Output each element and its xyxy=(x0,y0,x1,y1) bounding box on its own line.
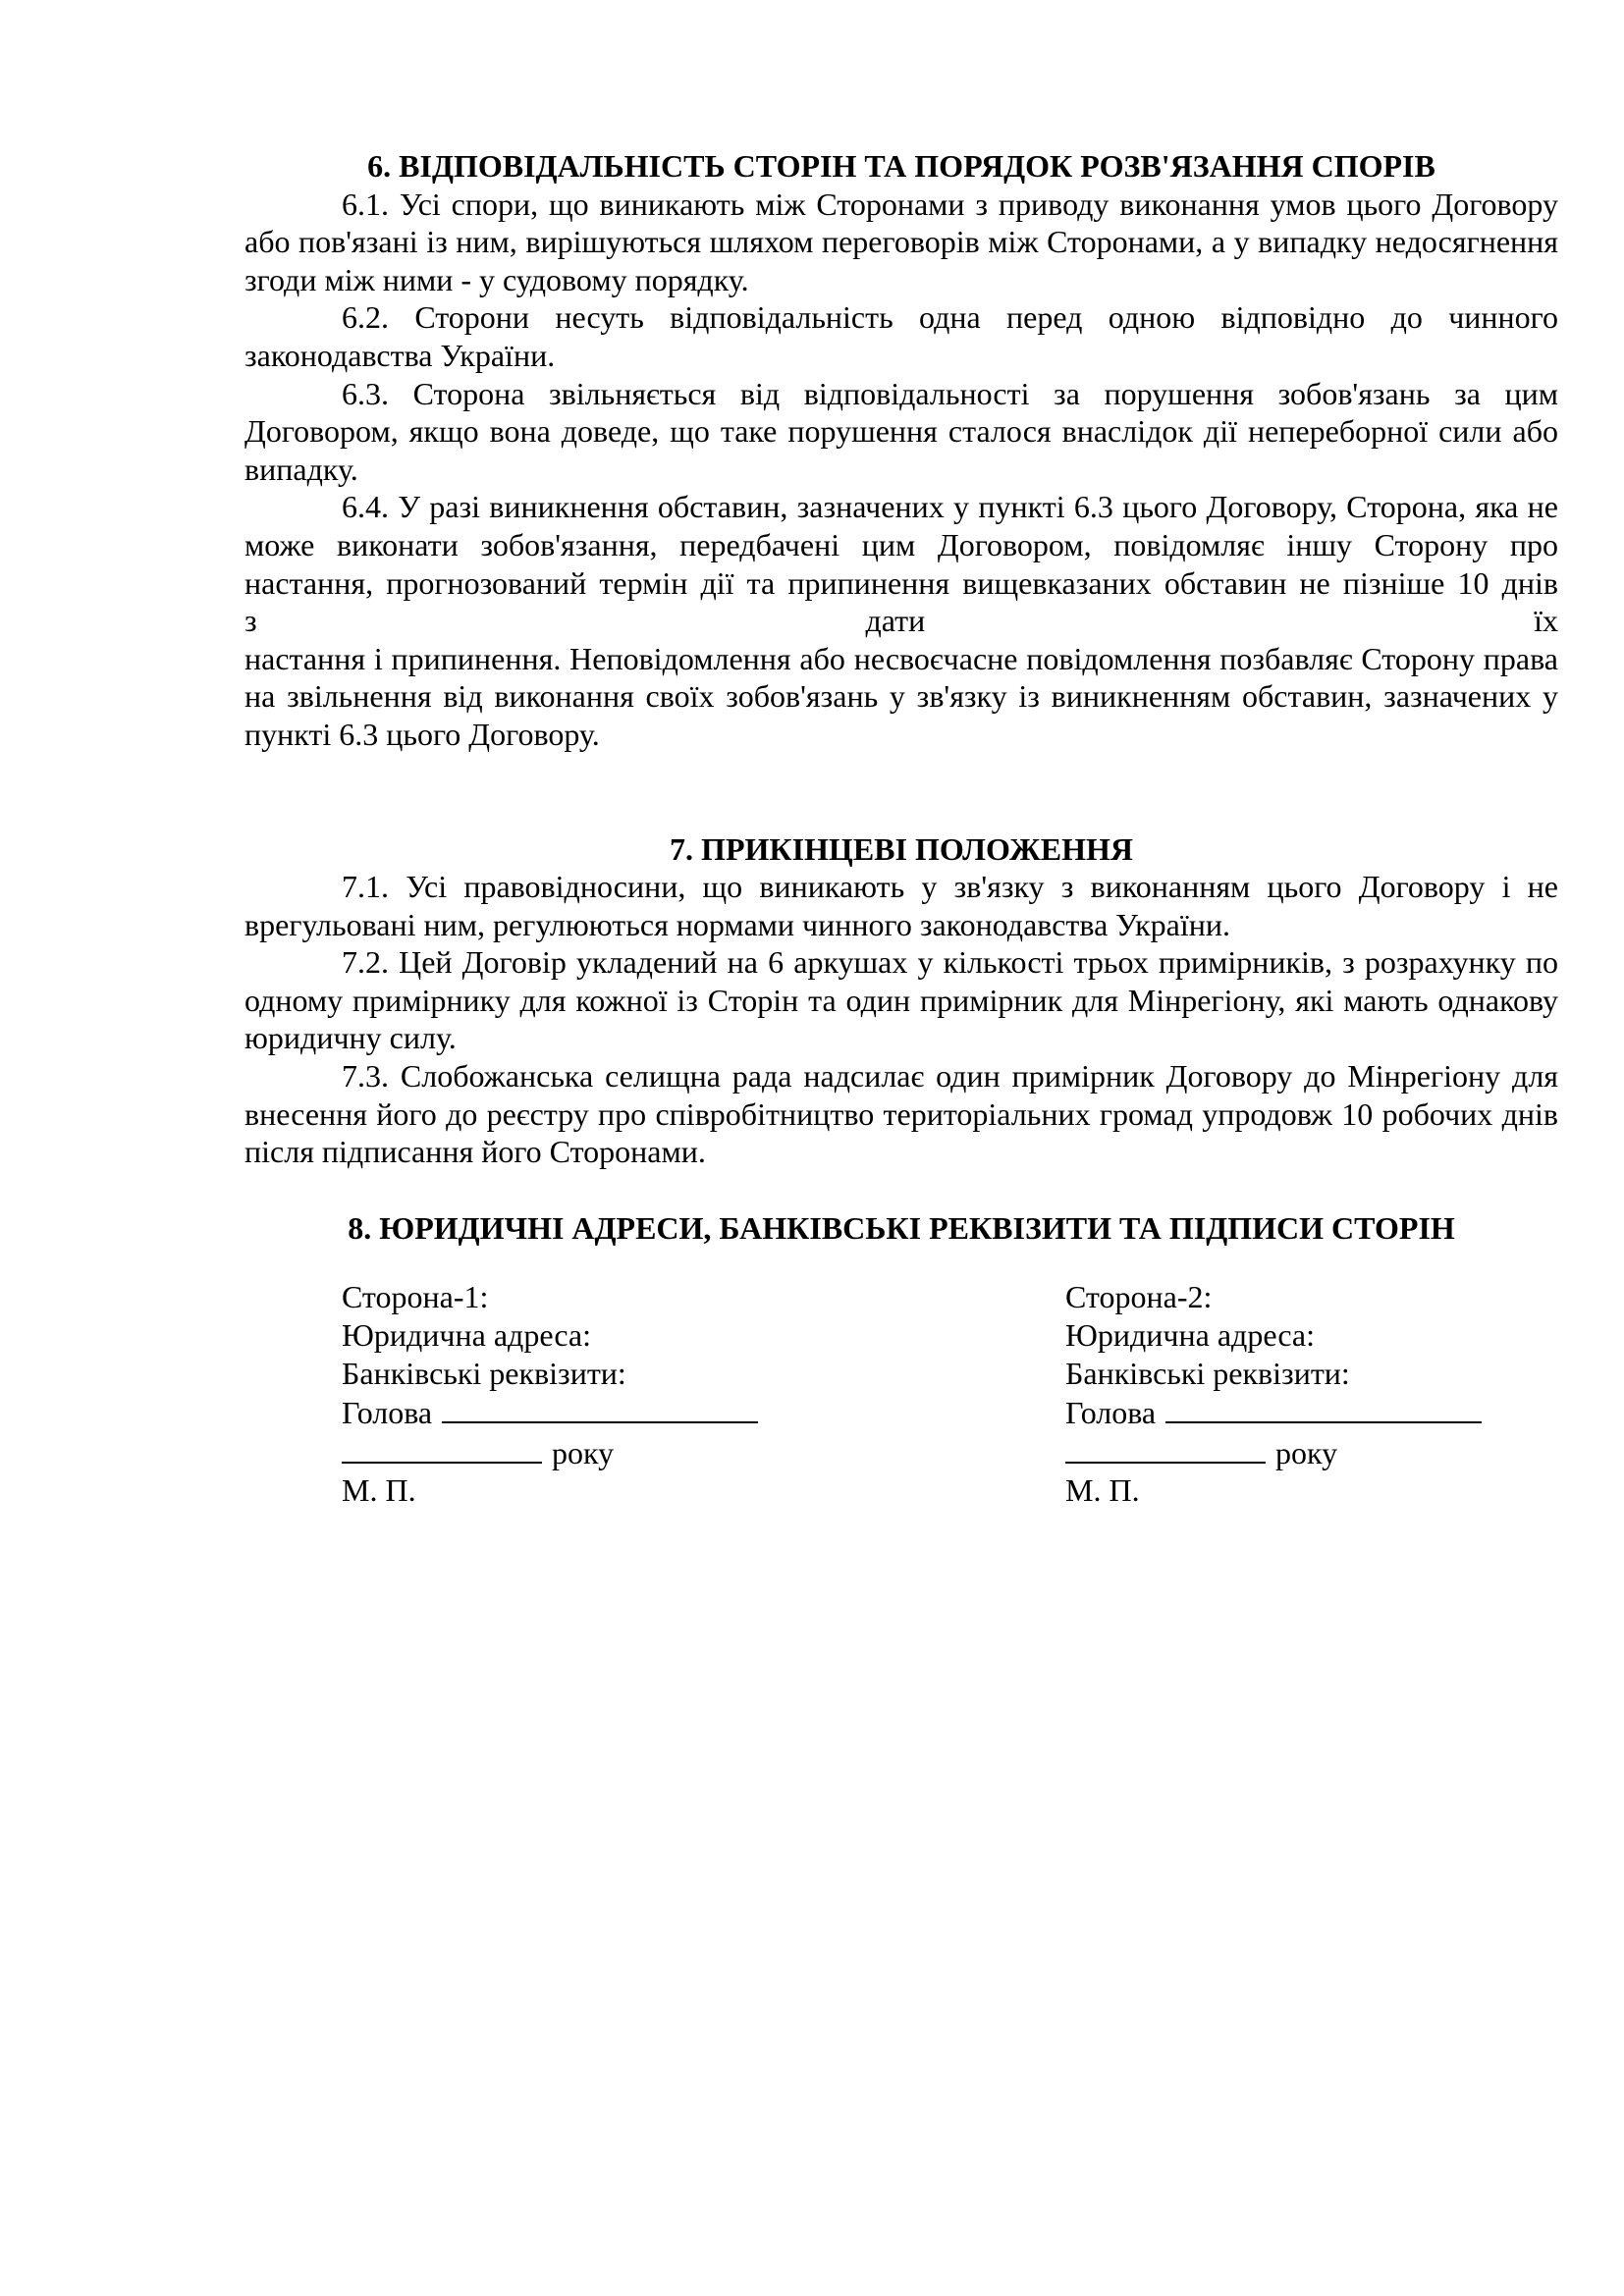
party-1-head-label: Голова xyxy=(342,1395,433,1431)
party-1-signature-blank xyxy=(442,1392,758,1423)
party-2-name: Сторона-2: xyxy=(1065,1279,1213,1315)
section-gap xyxy=(244,1171,1558,1209)
section-8-title: 8. ЮРИДИЧНІ АДРЕСИ, БАНКІВСЬКІ РЕКВІЗИТИ ТА ПІДПИСИ СТОРІН xyxy=(348,1209,1455,1246)
party-1-seal: М. П. xyxy=(342,1472,416,1509)
clause-7-3: 7.3. Слобожанська селищна рада надсилає один примірник Договору до Мінрегіону для внесення його до реєстру про співробітництво територіальних громад упродовж 10 робочих днів після підписання його Сторонами. xyxy=(244,1058,1558,1170)
section-gap xyxy=(244,754,1558,830)
party-2-signature-blank xyxy=(1165,1392,1482,1423)
clause-6-2: 6.2. Сторони несуть відповідальність одна перед одною відповідно до чинного законодавства України. xyxy=(244,299,1558,373)
clause-6-4: 6.4. У разі виникнення обставин, зазначених у пункті 6.3 цього Договору, Сторона, яка не може виконати зобов'язання, передбачені цим Договором, повідомляє іншу Сторону про настання, прогнозований термін дії та припинення вищевказаних обставин не пізніше 10 днів xyxy=(244,489,1558,601)
clause-6-4-spread-line: з дати їх xyxy=(244,603,1558,639)
clause-6-4-continuation: настання і припинення. Неповідомлення або несвоєчасне повідомлення позбавляє Сторону права на звільнення від виконання своїх зобов'язань у зв'язку із виникненням обставин, зазначених у пункті 6.3 цього Договору. xyxy=(244,640,1558,752)
party-2-head-line xyxy=(1065,1392,1556,1432)
section-6-title: 6. ВІДПОВІДАЛЬНІСТЬ СТОРІН ТА ПОРЯДОК РОЗВ'ЯЗАННЯ СПОРІВ xyxy=(367,148,1435,184)
party-2-bank-label: Банківські реквізити: xyxy=(1065,1355,1350,1391)
party-2-head-label: Голова xyxy=(1065,1395,1157,1431)
party-1-year-label: року xyxy=(552,1434,615,1470)
signature-block xyxy=(244,1278,1558,1510)
party-2-seal: М. П. xyxy=(1065,1472,1140,1509)
party-1-details xyxy=(342,1278,1065,1510)
clause-6-1: 6.1. Усі спори, що виникають між Сторонами з приводу виконання умов цього Договору або пов'язані із ним, вирішуються шляхом переговорів між Сторонами, а у випадку недосягнення згоди між ними - у судовому порядку. xyxy=(244,186,1558,297)
party-2-details xyxy=(1065,1278,1556,1510)
party-1-name: Сторона-1: xyxy=(342,1279,489,1315)
party-1-head-line xyxy=(342,1392,1065,1432)
party-2-address-label: Юридична адреса: xyxy=(1065,1317,1316,1354)
party-1-date-blank xyxy=(342,1432,542,1464)
party-2-date-blank xyxy=(1065,1432,1266,1464)
party-1-address-label: Юридична адреса: xyxy=(342,1317,592,1354)
party-2-year-label: року xyxy=(1275,1434,1338,1470)
document-content xyxy=(244,147,1558,1510)
clause-6-3: 6.3. Сторона звільняється від відповідальності за порушення зобов'язань за цим Договором, якщо вона доведе, що таке порушення сталося внаслідок дії непереборної сили або випадку. xyxy=(244,375,1558,487)
party-1-date-line xyxy=(342,1432,1065,1472)
clause-7-2: 7.2. Цей Договір укладений на 6 аркушах у кількості трьох примірників, з розрахунку по одному примірнику для кожної із Сторін та один примірник для Мінрегіону, які мають однакову юридичну силу. xyxy=(244,944,1558,1056)
party-1-bank-label: Банківські реквізити: xyxy=(342,1355,626,1391)
section-7-title: 7. ПРИКІНЦЕВІ ПОЛОЖЕННЯ xyxy=(670,830,1133,867)
party-2-date-line xyxy=(1065,1432,1556,1472)
clause-7-1: 7.1. Усі правовідносини, що виникають у зв'язку з виконанням цього Договору і не врегульовані ним, регулюються нормами чинного законодавства України. xyxy=(244,869,1558,942)
